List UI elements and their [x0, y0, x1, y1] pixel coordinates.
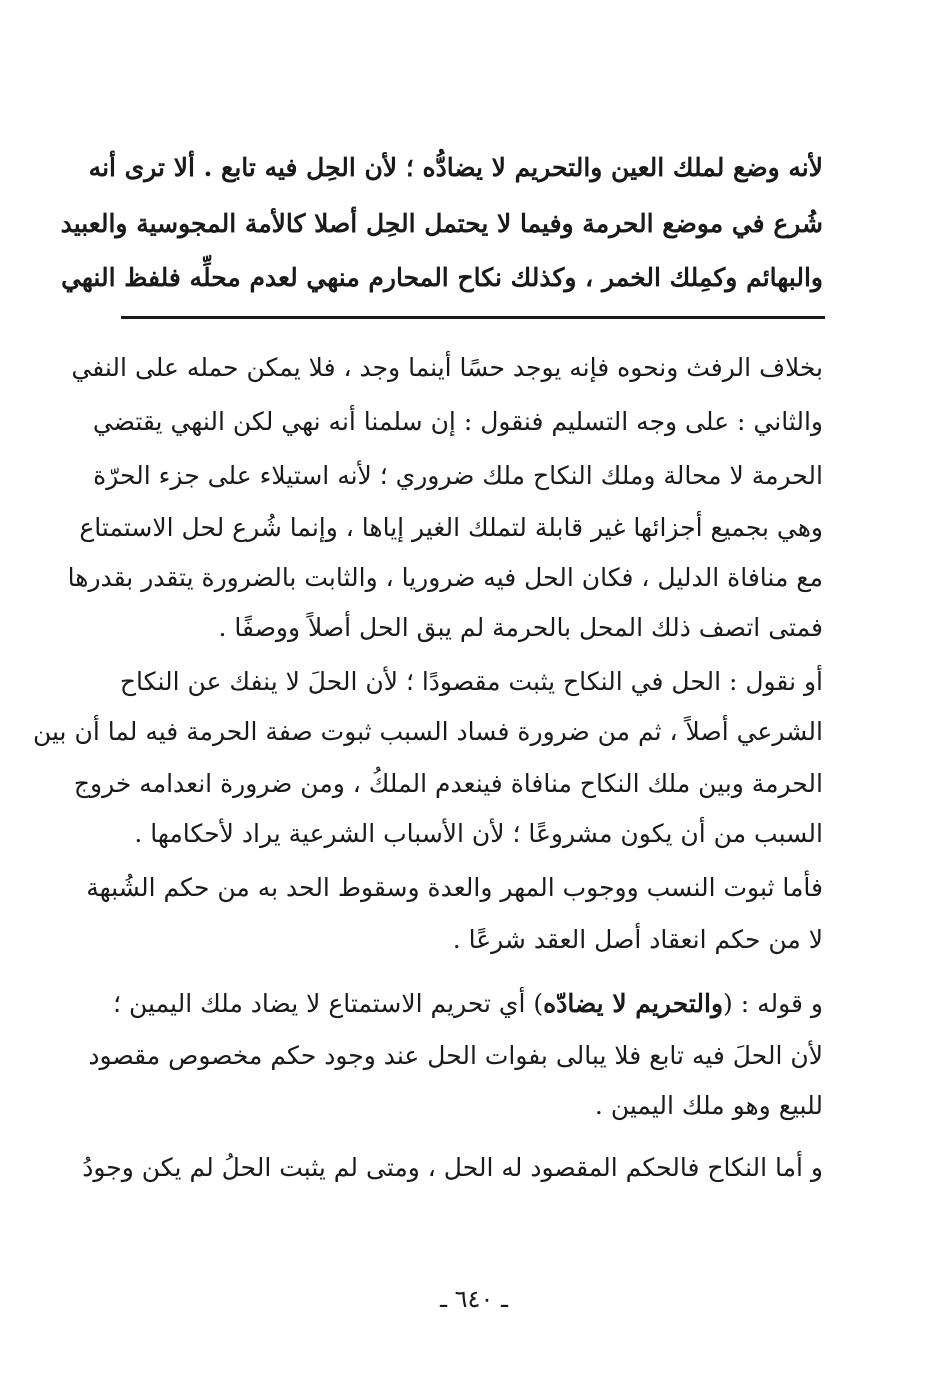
commentary-line: بخلاف الرفث ونحوه فإنه يوجد حسًا أينما وجد ، فلا يمكن حمله على النفي	[71, 353, 823, 382]
commentary-line: فمتى اتصف ذلك المحل بالحرمة لم يبق الحل أصلاً ووصفًا .	[218, 613, 823, 642]
commentary-line: لا من حكم انعقاد أصل العقد شرعًا .	[452, 925, 823, 954]
commentary-line: السبب من أن يكون مشروعًا ؛ لأن الأسباب الشرعية يراد لأحكامها .	[134, 819, 823, 848]
page-number: ـ ٦٤٠ ـ	[439, 1285, 508, 1313]
commentary-line: و أما النكاح فالحكم المقصود له الحل ، ومتى لم يثبت الحلُ لم يكن وجودُ	[82, 1153, 823, 1182]
separator-rule	[121, 316, 825, 319]
commentary-line: وهي بجميع أجزائها غير قابلة لتملك الغير إياها ، وإنما شُرع لحل الاستمتاع	[79, 513, 823, 542]
commentary-line: الحرمة وبين ملك النكاح منافاة فينعدم الملكُ ، ومن ضرورة انعدامه خروج	[73, 769, 823, 798]
main-text-line-2: شُرع في موضع الحرمة وفيما لا يحتمل الحِل أصلا كالأمة المجوسية والعبيد	[60, 209, 823, 238]
main-text-line-1: لأنه وضع لملك العين والتحريم لا يضادُّه ؛ لأن الحِل فيه تابع . ألا ترى أنه	[88, 153, 823, 182]
commentary-line: الشرعي أصلاً ، ثم من ضرورة فساد السبب ثبوت صفة الحرمة فيه لما أن بين	[32, 717, 823, 746]
commentary-line: فأما ثبوت النسب ووجوب المهر والعدة وسقوط الحد به من حكم الشُبهة	[86, 873, 823, 902]
quote-open: و قوله : (	[723, 989, 823, 1018]
commentary-line	[113, 984, 823, 1026]
commentary-line: الحرمة لا محالة وملك النكاح ملك ضروري ؛ لأنه استيلاء على جزء الحرّة	[93, 461, 823, 490]
commentary-line: والثاني : على وجه التسليم فنقول : إن سلمنا أنه نهي لكن النهي يقتضي	[92, 407, 823, 436]
commentary-line: لأن الحلَ فيه تابع فلا يبالى بفوات الحل عند وجود حكم مخصوص مقصود	[88, 1041, 823, 1070]
quote-rest: ) أي تحريم الاستمتاع لا يضاد ملك اليمين ؛	[113, 989, 544, 1018]
commentary-line: مع منافاة الدليل ، فكان الحل فيه ضروريا ، والثابت بالضرورة يتقدر بقدرها	[67, 563, 823, 592]
main-text-line-3: والبهائم وكمِلك الخمر ، وكذلك نكاح المحارم منهي لعدم محلِّه فلفظ النهي	[61, 263, 823, 292]
quoted-phrase: والتحريم لا يضادّه	[543, 989, 724, 1018]
commentary-line: للبيع وهو ملك اليمين .	[594, 1091, 823, 1120]
commentary-line: أو نقول : الحل في النكاح يثبت مقصودًا ؛ لأن الحلَ لا ينفك عن النكاح	[119, 667, 823, 696]
